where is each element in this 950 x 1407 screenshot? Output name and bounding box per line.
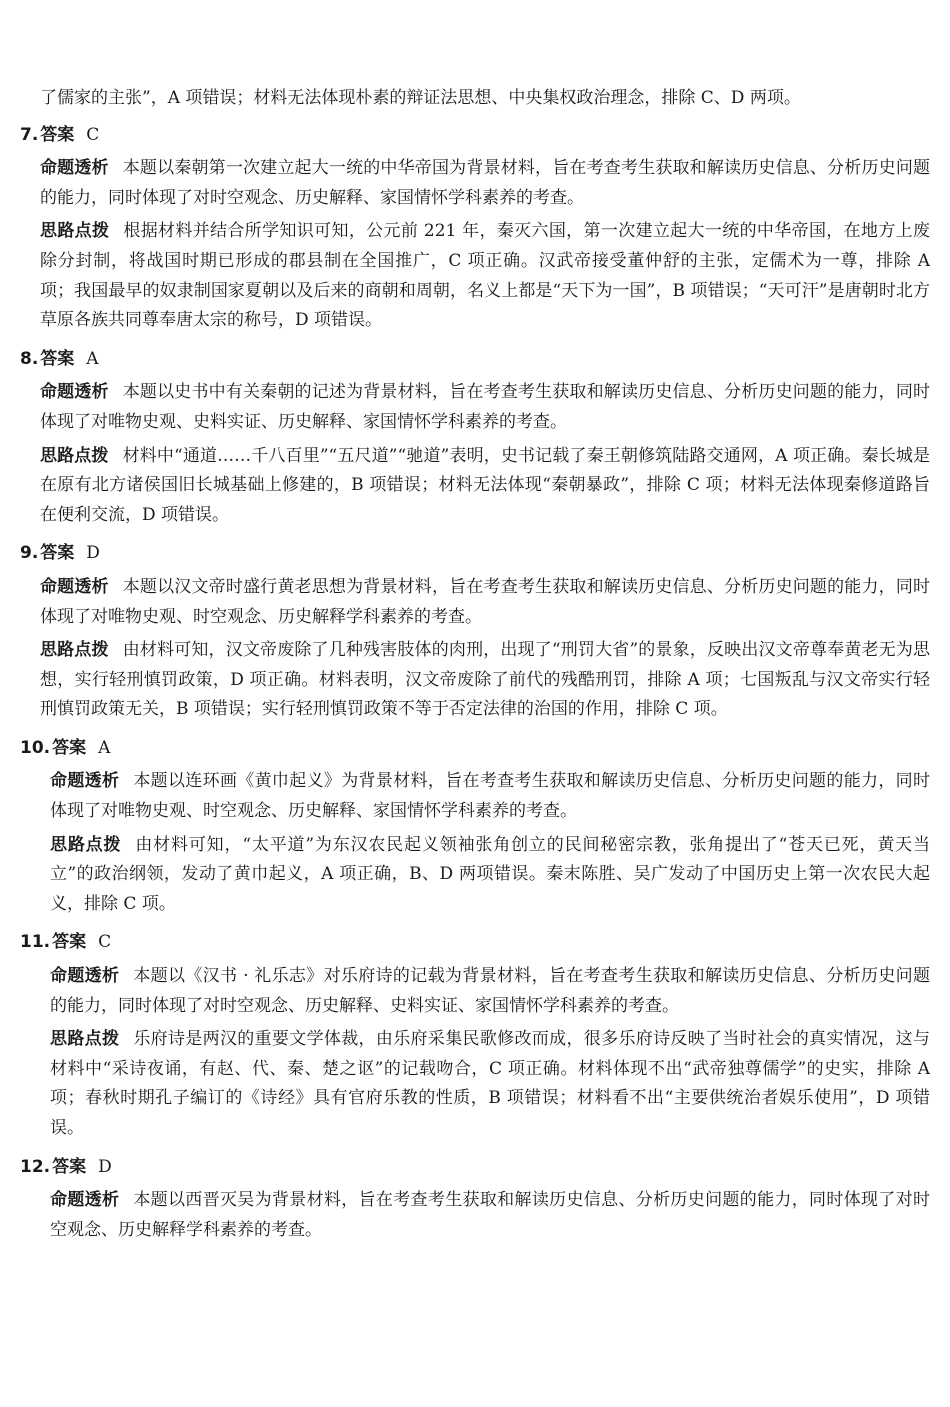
hint-text: 由材料可知，“太平道”为东汉农民起义领袖张角创立的民间秘密宗教，张角提出了“苍天已死，黄天当立”的政治纲领，发动了黄巾起义，A 项正确，B、D 两项错误。秦末陈胜、吴广发动了中国历史上第一次农民大起义，排除 C 项。 (50, 834, 930, 914)
analysis-section (20, 767, 930, 826)
answer-label: 答案 (52, 1156, 87, 1177)
answer-label: 答案 (52, 932, 87, 953)
analysis-text: 本题以连环画《黄巾起义》为背景材料，旨在考查考生获取和解读历史信息、分析历史问题的能力，同时体现了对唯物史观、时空观念、历史解释、家国情怀学科素养的考查。 (50, 771, 931, 822)
answer-value: C (86, 124, 100, 145)
analysis-label: 命题透析 (50, 1190, 120, 1211)
question-number: 12. (20, 1156, 51, 1177)
hint-text: 乐府诗是两汉的重要文学体裁，由乐府采集民歌修改而成，很多乐府诗反映了当时社会的真实情况，这与材料中“采诗夜诵，有赵、代、秦、楚之讴”的记载吻合，C 项正确。材料体现不出“武帝独尊儒学”的史实，排除 A 项；春秋时期孔子编订的《诗经》具有官府乐教的性质，B 项错误；材料看不出“主要供统治者娱乐使用”，D 项错误。 (50, 1029, 931, 1138)
answer-value: A (86, 348, 99, 369)
analysis-section (20, 154, 930, 213)
analysis-text: 本题以《汉书 · 礼乐志》对乐府诗的记载为背景材料，旨在考查考生获取和解读历史信息、分析历史问题的能力，同时体现了对时空观念、历史解释、史料实证、家国情怀学科素养的考查。 (50, 966, 930, 1016)
hint-label: 思路点拨 (40, 640, 109, 661)
answer-line (20, 734, 930, 764)
analysis-text: 本题以秦朝第一次建立起大一统的中华帝国为背景材料，旨在考查考生获取和解读历史信息、分析历史问题的能力，同时体现了对时空观念、历史解释、家国情怀学科素养的考查。 (40, 158, 931, 208)
analysis-text: 本题以汉文帝时盛行黄老思想为背景材料，旨在考查考生获取和解读历史信息、分析历史问题的能力，同时体现了对唯物史观、时空观念、历史解释学科素养的考查。 (40, 576, 931, 627)
hint-label: 思路点拨 (40, 445, 109, 466)
answer-value: D (86, 543, 100, 564)
hint-text: 根据材料并结合所学知识可知，公元前 221 年，秦灭六国，第一次建立起大一统的中华帝国，在地方上废除分封制，将战国时期已形成的郡县制在全国推广，C 项正确。汉武帝接受董仲舒的主张，定儒术为一尊，排除 A 项；我国最早的奴隶制国家夏朝以及后来的商朝和周朝，名义上都是“天下为一国”，B 项错误；“天可汗”是唐朝时北方草原各族共同尊奉唐太宗的称号，D 项错误。 (40, 221, 930, 331)
answer-line (20, 121, 930, 151)
question-number: 11. (20, 932, 51, 953)
hint-section (20, 442, 930, 531)
hint-text: 由材料可知，汉文帝废除了几种残害肢体的肉刑，出现了“刑罚大省”的景象，反映出汉文帝尊奉黄老无为思想，实行轻刑慎罚政策，D 项正确。材料表明，汉文帝废除了前代的残酷刑罚，排除 A 项；七国叛乱与汉文帝实行轻刑慎罚政策无关，B 项错误；实行轻刑慎罚政策不等于否定法律的治国的作用，排除 C 项。 (40, 640, 931, 720)
analysis-label: 命题透析 (40, 576, 109, 597)
answer-value: C (98, 932, 112, 953)
hint-text: 材料中“通道……千八百里”“五尺道”“驰道”表明，史书记载了秦王朝修筑陆路交通网，A 项正确。秦长城是在原有北方诸侯国旧长城基础上修建的，B 项错误；材料无法体现“秦朝暴政”，排除 C 项；材料无法体现秦修道路旨在便利交流，D 项错误。 (40, 445, 931, 525)
question-10 (20, 734, 930, 920)
question-11 (20, 928, 930, 1143)
answer-value: D (98, 1156, 112, 1177)
question-number: 7. (20, 124, 39, 145)
question-number: 9. (20, 543, 39, 564)
continued-paragraph: 了儒家的主张”，A 项错误；材料无法体现朴素的辩证法思想、中央集权政治理念，排除 C、D 两项。 (40, 88, 801, 108)
answer-label: 答案 (52, 737, 87, 758)
answer-line (20, 539, 930, 569)
hint-section (20, 217, 930, 335)
answer-line (20, 345, 930, 375)
question-number: 8. (20, 348, 39, 369)
analysis-label: 命题透析 (40, 382, 109, 403)
answer-label: 答案 (40, 348, 75, 369)
analysis-section (20, 573, 930, 632)
answer-line (20, 928, 930, 958)
analysis-section (20, 962, 930, 1021)
analysis-label: 命题透析 (50, 966, 120, 987)
hint-section (20, 1025, 930, 1143)
question-8 (20, 345, 930, 531)
answer-line (20, 1153, 930, 1183)
question-number: 10. (20, 737, 51, 758)
analysis-text: 本题以西晋灭吴为背景材料，旨在考查考生获取和解读历史信息、分析历史问题的能力，同时体现了对时空观念、历史解释学科素养的考查。 (50, 1190, 931, 1240)
hint-label: 思路点拨 (50, 834, 122, 855)
analysis-section (20, 378, 930, 437)
answer-label: 答案 (40, 124, 75, 145)
analysis-label: 命题透析 (50, 771, 120, 792)
question-9 (20, 539, 930, 725)
analysis-section (20, 1186, 930, 1245)
analysis-label: 命题透析 (40, 158, 109, 179)
hint-label: 思路点拨 (50, 1029, 120, 1050)
question-12 (20, 1153, 930, 1246)
hint-section (20, 831, 930, 920)
answer-label: 答案 (40, 543, 75, 564)
question-7 (20, 121, 930, 336)
hint-section (20, 636, 930, 725)
analysis-text: 本题以史书中有关秦朝的记述为背景材料，旨在考查考生获取和解读历史信息、分析历史问题的能力，同时体现了对唯物史观、史料实证、历史解释、家国情怀学科素养的考查。 (40, 382, 931, 432)
answer-value: A (98, 737, 111, 758)
hint-label: 思路点拨 (40, 221, 110, 242)
